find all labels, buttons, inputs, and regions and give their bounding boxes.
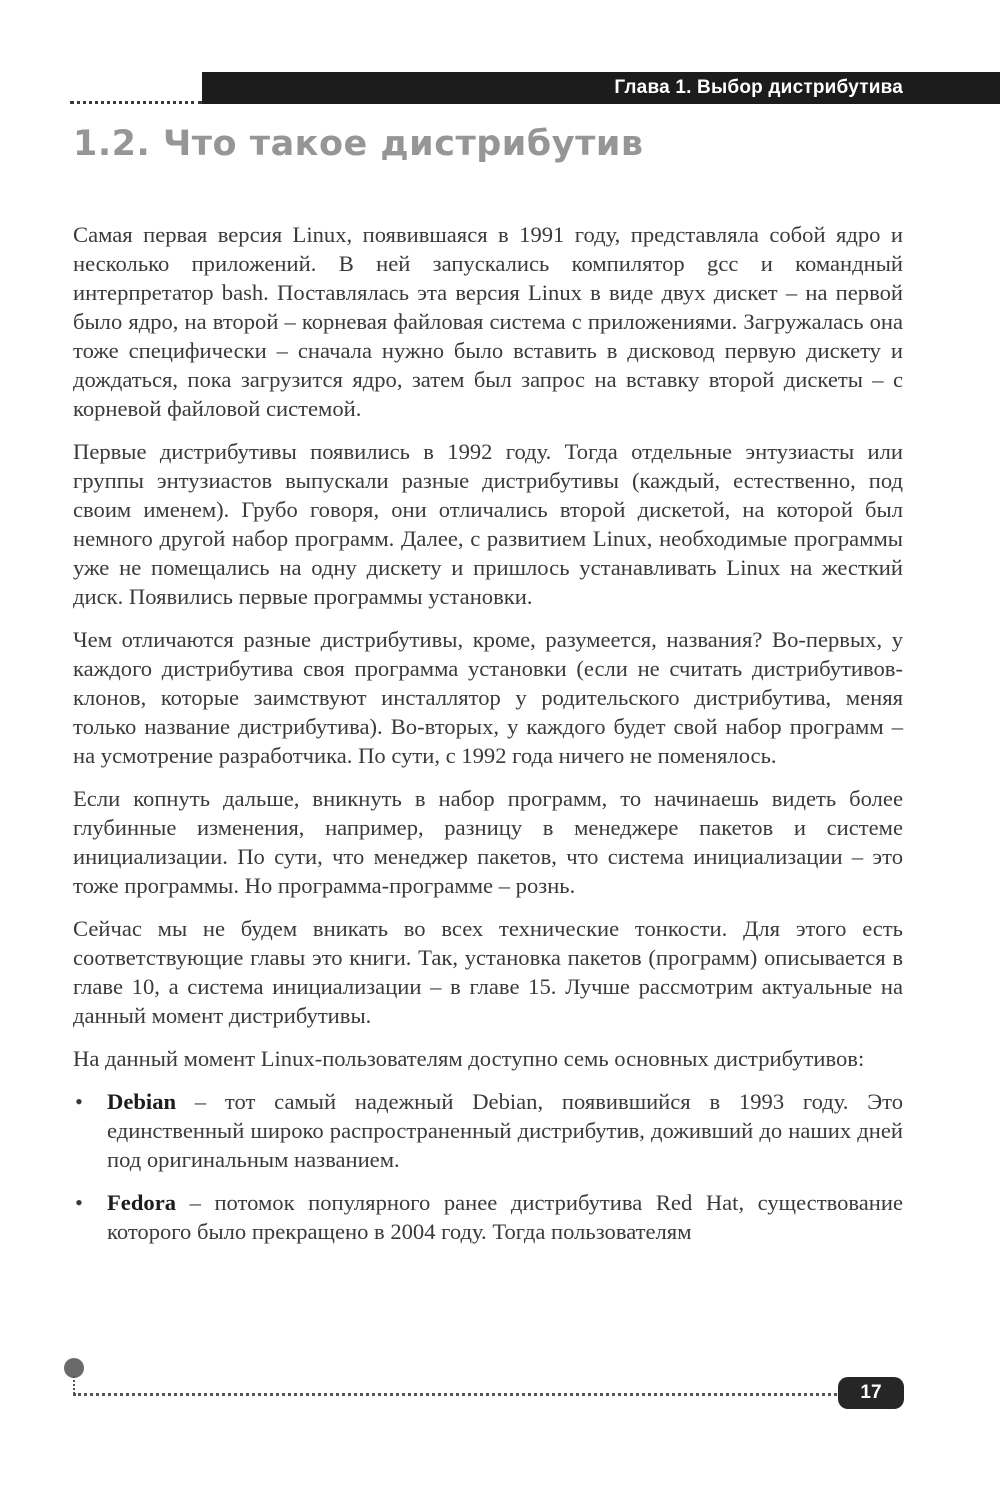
- page-number: 17: [838, 1377, 904, 1409]
- paragraph: Чем отличаются разные дистрибутивы, кроме, разумеется, названия? Во-первых, у каждого дистрибутива своя программа установки (если не считать дистрибутивов-клонов, которые заимствуют инсталлятор у родительского дистрибутива, меняя только название дистрибутива). Во-вторых, у каждого будет свой набор программ – на усмотрение разработчика. По сути, с 1992 года ничего не поменялось.: [73, 627, 903, 768]
- bullet-icon: •: [75, 1089, 83, 1114]
- footer-dotted-stem: [73, 1376, 75, 1394]
- header-dotted-rule: [70, 101, 202, 104]
- distro-description: – потомок популярного ранее дистрибутива Red Hat, существование которого было прекращено в 2004 году. Тогда пользователям: [107, 1190, 903, 1244]
- bullet-icon: •: [75, 1190, 83, 1215]
- footer-dotted-rule: [73, 1393, 843, 1396]
- chapter-header-bar: [202, 72, 1000, 104]
- chapter-title: Глава 1. Выбор дистрибутива: [614, 77, 903, 98]
- list-item: [73, 1188, 903, 1246]
- pin-icon: [64, 1358, 84, 1378]
- distro-name: Debian: [107, 1089, 177, 1114]
- page-body: [73, 220, 903, 1260]
- distro-list: [73, 1087, 903, 1246]
- paragraph: Если копнуть дальше, вникнуть в набор программ, то начинаешь видеть более глубинные изменения, например, разницу в менеджере пакетов и системе инициализации. По сути, что менеджер пакетов, что система инициализации – это тоже программы. Но программа-программе – рознь.: [73, 786, 903, 898]
- section-title: 1.2. Что такое дистрибутив: [73, 124, 644, 164]
- paragraph: Сейчас мы не будем вникать во всех технические тонкости. Для этого есть соответствующие главы это книги. Так, установка пакетов (программ) описывается в главе 10, а система инициализации – в главе 15. Лучше рассмотрим актуальные на данный момент дистрибутивы.: [73, 916, 903, 1028]
- paragraph: Самая первая версия Linux, появившаяся в 1991 году, представляла собой ядро и несколько приложений. В ней запускались компилятор gcc и командный интерпретатор bash. Поставлялась эта версия Linux в виде двух дискет – на первой было ядро, на второй – корневая файловая система с приложениями. Загружалась она тоже специфически – сначала нужно было вставить в дисковод первую дискету и дождаться, пока загрузится ядро, затем был запрос на вставку второй дискеты – с корневой файловой системой.: [73, 222, 903, 421]
- paragraph: На данный момент Linux-пользователям доступно семь основных дистрибутивов:: [73, 1046, 865, 1071]
- distro-description: – тот самый надежный Debian, появившийся в 1993 году. Это единственный широко распространенный дистрибутив, доживший до наших дней под оригинальным названием.: [107, 1089, 903, 1172]
- paragraph: Первые дистрибутивы появились в 1992 году. Тогда отдельные энтузиасты или группы энтузиастов выпускали разные дистрибутивы (каждый, естественно, под своим именем). Грубо говоря, они отличались второй дискетой, на которой был немного другой набор программ. Далее, с развитием Linux, необходимые программы уже не помещались на одну дискету и пришлось устанавливать Linux на жесткий диск. Появились первые программы установки.: [73, 439, 903, 609]
- distro-name: Fedora: [107, 1190, 177, 1215]
- list-item: [73, 1087, 903, 1174]
